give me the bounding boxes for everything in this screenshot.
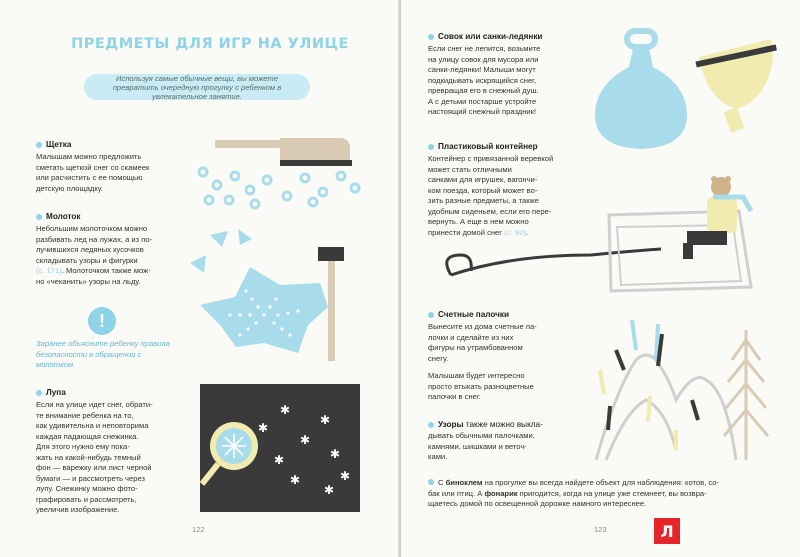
text-line: щаетесь домой по освещенной дорожке намного интереснее. <box>428 499 647 508</box>
sticks-snow-illustration <box>586 310 786 470</box>
text-line: лупу. Снежинку можно фото- <box>36 484 138 493</box>
scoop-handle <box>724 107 745 132</box>
bullet-dot-icon <box>428 34 434 40</box>
text-line: бумаги — и рассмотреть через <box>36 473 145 483</box>
page-number-right: 123 <box>594 525 607 534</box>
stick-tree <box>724 330 768 460</box>
svg-text:✱: ✱ <box>274 453 285 467</box>
sled-text <box>428 44 588 118</box>
warning-icon: ! <box>88 307 116 335</box>
bear-sweater <box>707 197 737 233</box>
text-line: но «чеканить» узоры на льду. <box>36 276 141 286</box>
patterns-label: Узоры <box>438 420 464 429</box>
text-line: увеличив изображение. <box>36 505 120 514</box>
brush-bristles <box>280 160 352 166</box>
page-number-left: 122 <box>192 525 205 534</box>
sled-heading-label: Совок или санки-ледянки <box>438 32 543 41</box>
brush-head <box>280 138 350 162</box>
flashlight-label: фонарик <box>484 488 518 498</box>
text-line: или расчистить с ее помощью <box>36 173 143 182</box>
text-line: Для этого нужно ему пока- <box>36 442 130 451</box>
spacer <box>428 364 578 371</box>
patterns-text <box>428 431 578 463</box>
page-title: ПРЕДМЕТЫ ДЛЯ ИГР НА УЛИЦЕ <box>71 36 349 52</box>
bullet-dot-icon <box>36 214 42 220</box>
hammer-handle <box>328 261 335 361</box>
text-fragment: бак или птиц. А <box>428 488 485 498</box>
text-line: вернуть. А еще в нем можно <box>428 217 529 226</box>
hammer-ice-illustration <box>180 225 360 375</box>
sled-heading <box>428 32 542 41</box>
hammer-heading-label: Молоток <box>46 212 81 221</box>
text-fragment: на прогулке вы всегда найдете объект для наблюдения: котов, со- <box>482 478 720 487</box>
magnifier-illustration <box>200 384 360 514</box>
warning-text: Заранее объясните ребенку правила безопасности в обращении с молотком. <box>36 339 170 369</box>
text-line: на улицу совок для мусора или <box>428 54 539 64</box>
magnifier-heading-label: Лупа <box>46 388 66 397</box>
sticks-heading-label: Счетные палочки <box>438 310 510 319</box>
text-line: палочки в снег. <box>428 392 481 401</box>
text-fragment: пригодится, когда на улице уже стемнеет, вы возвра- <box>517 488 707 498</box>
rope <box>451 249 661 275</box>
text-line: удобным сиденьем, если его пере- <box>428 206 552 216</box>
magnifier-text <box>36 400 188 516</box>
text-line: те внимание ребенка на то, <box>36 410 134 420</box>
text-line: Вынесите из дома счетные па- <box>428 322 537 331</box>
text-line <box>428 478 778 489</box>
text-line: складывать узоры и фигурки <box>36 255 138 265</box>
brush-handle <box>215 140 285 148</box>
magnifier-heading <box>36 388 66 397</box>
text-line: Малышам можно предложить <box>36 152 142 161</box>
brush-text <box>36 152 186 194</box>
bullet-dot-icon <box>428 422 434 428</box>
sled-handle <box>627 31 655 47</box>
bullet-dot-icon <box>428 144 434 150</box>
container-heading-label: Пластиковый контейнер <box>438 142 538 151</box>
ice-star <box>200 267 328 353</box>
text-line: фон — варежку или лист черной <box>36 463 152 472</box>
text-line: как удивительна и неповторима <box>36 421 149 430</box>
big-snowflake-icon <box>222 434 246 458</box>
text-line <box>428 489 778 500</box>
brush-heading <box>36 140 71 149</box>
text-line: сметать щеткой снег со скамеек <box>36 162 150 172</box>
text-line: Если на улице идет снег, обрати- <box>36 400 153 409</box>
text-line: Малышам будет интересно <box>428 371 525 380</box>
bullet-dot-icon <box>428 312 434 318</box>
sled-scoop-illustration <box>581 25 791 155</box>
svg-text:✱: ✱ <box>320 413 331 427</box>
text-fragment: . <box>525 227 528 237</box>
bullet-dot-icon <box>36 390 42 396</box>
text-line: жать на какой-нибудь темный <box>36 452 141 462</box>
bullet-dot-icon <box>36 142 42 148</box>
text-line: Контейнер с привязанной веревкой <box>428 154 554 163</box>
svg-text:✱: ✱ <box>258 421 269 435</box>
text-line: графировать и рассмотреть, <box>36 494 137 504</box>
hammer-text <box>36 224 186 287</box>
text-line: лочки и сделайте из них <box>428 332 514 342</box>
text-line: подкидывать искрящийся снег, <box>428 75 537 85</box>
text-line: Если снег не лепится, возьмите <box>428 44 541 53</box>
text-line: ком поезда, который может во- <box>428 185 538 195</box>
text-line: Небольшим молоточком можно <box>36 224 148 233</box>
brush-illustration <box>195 130 375 210</box>
text-line: разбивать лед на лужах, а из по- <box>36 234 153 244</box>
right-page <box>401 0 800 557</box>
footer-paragraph <box>428 478 778 510</box>
svg-text:✱: ✱ <box>330 447 341 461</box>
publisher-logo-icon: Л <box>654 518 680 544</box>
text-line: фигуры на утрамбованном <box>428 343 523 352</box>
left-page <box>0 0 399 557</box>
hammer-head <box>318 247 344 261</box>
text-line: санки-ледянки! Малыши могут <box>428 65 536 74</box>
text-line: лучившихся ледяных кусочков <box>36 245 144 254</box>
svg-text:✱: ✱ <box>324 483 335 497</box>
snow-hills <box>596 355 736 460</box>
container-bear-illustration <box>431 175 771 305</box>
text-line: просто втыкать разноцветные <box>428 381 534 391</box>
counting-sticks <box>600 320 698 450</box>
text-line: превращая его в снежный душ. <box>428 86 539 95</box>
page-reference-link[interactable]: (с. 171) <box>36 266 62 275</box>
text-fragment: также можно выкла- <box>463 420 543 429</box>
text-fragment: . Молоточком также мож- <box>61 266 151 275</box>
container-heading <box>428 142 538 151</box>
ice-sled <box>595 49 687 149</box>
bullet-dot-icon <box>428 479 434 485</box>
text-line: дывать обычными палочками, <box>428 431 535 440</box>
intro-banner <box>84 74 310 100</box>
text-line: зить разные предметы, а также <box>428 196 539 205</box>
binoculars-label: биноклем <box>445 478 483 487</box>
text-line: А с детьми постарше устройте <box>428 96 537 106</box>
text-line <box>36 266 186 277</box>
svg-text:✱: ✱ <box>300 433 311 447</box>
text-line: снегу. <box>428 353 449 363</box>
page-reference-link[interactable]: (с. 92) <box>504 227 526 237</box>
text-line: может стать отличными <box>428 164 512 174</box>
svg-text:✱: ✱ <box>290 473 301 487</box>
hammer-heading <box>36 212 81 221</box>
text-fragment: принести домой снег <box>428 227 505 237</box>
sticks-text <box>428 322 578 403</box>
text-line: камнями, шишками и веточ- <box>428 441 527 451</box>
sticks-heading <box>428 310 509 319</box>
svg-text:✱: ✱ <box>340 469 351 483</box>
svg-text:✱: ✱ <box>280 403 291 417</box>
text-line: детскую площадку. <box>36 183 103 193</box>
bear-pants <box>687 231 727 245</box>
brush-heading-label: Щетка <box>46 140 72 149</box>
text-line: каждая падающая снежинка. <box>36 431 139 441</box>
text-line: ками. <box>428 452 448 461</box>
patterns-paragraph <box>428 420 543 429</box>
intro-text: Используя самые обычные вещи, вы можете превратить очередную прогулку с ребенком в увлекательное занятие. <box>112 73 282 101</box>
text-fragment: С <box>438 478 446 487</box>
text-line: настоящий снежный праздник! <box>428 107 537 116</box>
text-line: санками для игрушек, вагончи- <box>428 175 538 184</box>
snow-rings <box>199 168 359 208</box>
